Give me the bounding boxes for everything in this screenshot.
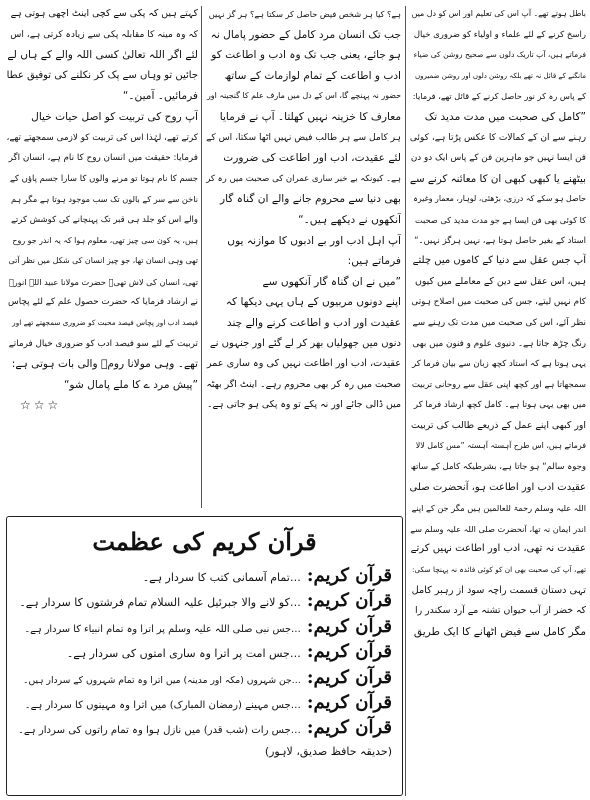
quran-fact-row: [17, 717, 392, 742]
right-column-line: مانگنے کے قائل نہ تھے بلکہ روشن دلوں اور روشن ضمیروں: [415, 71, 586, 80]
quran-fact-text: …جس رات (شب قدر) میں نازل ہوا وہ تمام راتوں کی سردار ہے۔: [17, 725, 301, 737]
quran-fact-lead: قرآن کریم:: [306, 641, 392, 663]
right-column-line: کے پاس رہ کر نور حاصل کرنے کے قائل تھے، فرمایا:: [412, 91, 586, 102]
middle-column-line: لئے عقیدت، ادب اور اطاعت کی ضرورت: [223, 152, 401, 165]
left-column-line: آپ روح کی تربیت کو اصل حیات خیال: [31, 110, 198, 123]
box-title: قرآن کریم کی عظمت: [92, 527, 317, 556]
quran-fact-text: …کو لانے والا جبرئیل علیہ السلام تمام فرشتوں کا سردار ہے۔: [19, 596, 301, 610]
right-column-line: یہی ہوتا ہے کہ استاد کچھ زبان سے بیان فرما کر: [412, 359, 586, 370]
right-column-line: ”کامل کی صحبت میں مدت مدید تک: [424, 110, 586, 123]
middle-column-line: ہے۔ کیونکہ بے خبر ساری عمران کی صحبت میں رہ کر: [206, 173, 401, 184]
column-divider-left: [201, 6, 202, 508]
middle-column-line: ہے؟ کیا ہر شخص فیض حاصل کر سکتا ہے؟ ہر گز نہیں: [208, 9, 401, 19]
left-column-line: جسم کا نام ہوتا تو مرنے والوں کا سارا جسم پاؤں کے: [9, 173, 198, 184]
middle-column-line: فرماتے ہیں:: [347, 255, 401, 268]
left-column-line: نے ارشاد فرمایا کہ حضرت حصول علم کے لئے پچاس: [8, 297, 198, 308]
middle-column-line: آنکھوں نے دیکھے ہیں۔“: [298, 213, 401, 226]
middle-column-line: اپنے دونوں مربیوں کے ہاں یہی دیکھا کہ: [225, 296, 401, 309]
quran-fact-row: [17, 667, 392, 692]
right-column-line: میں بھی یہی ہوتا ہے۔ کامل کچھ ارشاد فرما کر: [413, 400, 586, 411]
quran-fact-row: [17, 692, 392, 717]
quran-greatness-box: [6, 516, 403, 796]
quran-fact-lead: قرآن کریم:: [306, 565, 392, 586]
left-column-line: لئے اگر اللہ تعالیٰ کسی اللہ والے کے ہاں لے: [7, 49, 198, 62]
quran-fact-text: …جن شہروں (مکہ اور مدینہ) میں اترا وہ تمام شہروں کے سردار ہیں۔: [23, 674, 301, 686]
middle-column-line: دنوں میں جھولیاں بھر کر لے گئے اور جنہوں نے: [209, 337, 401, 349]
quran-fact-lead: قرآن کریم:: [306, 590, 392, 612]
left-column-line: کہ وہ مینہ کا مقابلہ پکی سے زیادہ کرتی ہے، اس: [10, 29, 198, 40]
quran-fact-lead: قرآن کریم:: [306, 717, 392, 739]
right-column-line: فرماتے ہیں، اس طرح آہستہ آہستہ ”مس کامل لالا: [415, 441, 586, 451]
middle-column-line: عقیدت، ادب اور اطاعت نہیں کی وہ ساری عمر: [206, 358, 401, 370]
left-column-line: فرمائیں۔ آمین۔“: [122, 90, 198, 103]
right-column-line: رنگ چڑھ جاتا ہے۔ دنیوی علوم و فنون میں بھی: [412, 338, 586, 349]
middle-column-line: میں ڈالی جائے اور نہ پکے تو وہ پکی ہو جاتی ہے۔: [207, 399, 401, 411]
left-column-line: تھے۔ وہی مولانا رومؒ والی بات ہوتی ہے:: [11, 358, 198, 371]
right-column-line: رہنے سے ان کے کمالات کا عکس پڑتا ہے، کوئی: [410, 132, 586, 143]
right-column-line: اور کبھی اپنے عمل کے ذریعے طالب کی تربیت: [411, 419, 586, 431]
right-column-line: تہی دستان قسمت راچہ سود از رہبر کامل: [411, 584, 586, 596]
quran-fact-text: …جس نبی صلی اللہ علیہ وسلم پر اترا وہ تمام انبیاء کا سردار ہے۔: [24, 623, 301, 635]
right-column-line: تھے، آپ کی صحبت بھی ان کو کوئی فائدہ نہ پہنچا سکی:: [411, 565, 586, 575]
column-divider-right: [405, 6, 406, 796]
middle-column-line: ”میں نے ان گناہ گار آنکھوں سے: [262, 275, 401, 288]
right-column-line: کہ خضر از آب حیواں تشنہ مے آرد سکندر را: [415, 605, 586, 617]
box-rows: [17, 565, 392, 743]
left-column-line: فیصد ادب اور پچاس فیصد محبت کو ضروری سمجھتے تھے اور: [12, 317, 198, 327]
right-column-line: فن ایسا نہیں جو ماہرین فن کے پاس ایک دو دن: [410, 153, 586, 164]
right-column-line: ہیں، اس عقل سے دین کے معاملے میں کیوں: [414, 275, 586, 287]
quran-fact-row: [17, 590, 392, 615]
middle-column-line: جب تک انسان مرد کامل کے حضور پامال نہ: [210, 28, 401, 41]
quran-fact-row: [17, 641, 392, 666]
left-column-line: جائیں تو وہاں سے پک کر نکلنے کی توفیق عطا: [6, 69, 198, 81]
middle-column-line: ہو جائے، یعنی جب تک وہ ادب و اطاعت کو: [211, 49, 401, 62]
right-column: [410, 4, 586, 796]
right-column-line: کام نہیں لیتے، جس کی صحبت میں اصلاح ہوتی: [411, 297, 586, 308]
right-column-line: سمجھاتا ہے اور کچھ اپنی عقل سے روحانی تربیت: [411, 379, 586, 390]
middle-column-line: آپ اہل ادب اور بے ادبوں کا موازنہ یوں: [227, 234, 401, 247]
middle-column-line: ہر کامل سے ہر طالب فیض نہیں اٹھا سکتا، اس کے: [206, 132, 401, 143]
middle-column-line: حضور نہ پہنچے گا، اس کے دل میں مارف علم کا گنجینہ اور: [207, 91, 401, 101]
quran-fact-row: [17, 565, 392, 590]
left-column-line: تھی، انسان کی لاش تھی۔ حضرت مولانا عبید اللہ انورؒ: [8, 276, 198, 287]
right-column-line: بیٹھنے یا کبھی کبھی ان کا معائنہ کرنے سے: [410, 172, 586, 185]
left-column-line: کہتے ہیں کہ پکی سے کچی اینٹ اچھی ہوتی ہے: [10, 8, 198, 19]
middle-column: [205, 4, 401, 512]
quran-fact-lead: قرآن کریم:: [306, 666, 392, 688]
box-source-credit: (حدیقہ حافظ صدیق، لاہور): [264, 744, 392, 758]
left-column-line: ہیں، یہ کون سی چیز تھی، معلوم ہوا کہ یہ اندر جو روح: [12, 235, 198, 245]
quran-fact-text: …جس مہینے (رمضان المبارک) میں اترا وہ مہینوں کا سردار ہے۔: [24, 699, 301, 711]
right-column-line: آپ جس عقل سے دنیا کے کاموں میں چلتے: [412, 255, 586, 267]
left-column-line: والے اس کو جلد ہی قبر تک پہنچانے کی کوشش کرتے: [10, 214, 198, 225]
middle-column-line: عقیدت اور ادب و اطاعت کرنے والے چند: [226, 316, 401, 329]
right-column-line: حاصل ہو سکے کہ درزی، بڑھئی، لوہار، معمار وغیرہ: [413, 194, 586, 204]
quran-fact-row: [17, 616, 392, 641]
separator-stars: ☆☆☆: [20, 398, 62, 413]
left-column-line: کرتے تھے، لہٰذا اس کی تربیت کو لازمی سمجھتے تھے،: [6, 132, 198, 143]
right-column-line: عقیدت نہ تھی، ادب اور اطاعت نہیں کرتے: [410, 543, 586, 555]
middle-column-line: ادب و اطاعت کے تمام لوازمات کے ساتھ: [224, 69, 401, 82]
quran-fact-lead: قرآن کریم:: [306, 615, 392, 637]
left-column-line: تھی وہی انسان تھا، جو چیز انسان کی شکل میں نظر آتی: [8, 256, 198, 266]
left-column-line: ”پیش مرد ے کا ملے پامال شو“: [63, 378, 198, 391]
quran-fact-text: …جس امت پر اترا وہ ساری امتوں کی سردار ہے۔: [66, 647, 301, 661]
middle-column-line: صحبت میں رہ کر بھی محروم رہے۔ اینٹ اگر بھٹہ: [206, 378, 401, 390]
left-column-line: ناخن سے سر کے بالوں تک سب موجود ہوتا ہے مگر ہم: [10, 194, 198, 205]
right-column-line: استاد کے بغیر حاصل ہوتا ہے، نہیں ہرگز نہیں۔“: [414, 235, 586, 246]
middle-column-line: بھی دنیا سے محروم جانے والے ان گناہ گار: [219, 193, 401, 206]
quran-fact-lead: قرآن کریم:: [306, 691, 392, 713]
right-column-line: راسخ کرنے کے لئے علماء و اولیاء کو ضروری خیال: [413, 29, 586, 40]
right-column-line: مگر کامل سے فیض اٹھانے کا ایک طریق: [413, 625, 586, 638]
right-column-line: اندر ایمان نہ تھا، آنحضرت صلی اللہ علیہ وسلم سے: [410, 523, 586, 534]
right-column-line: فرماتے ہیں، آپ تاریک دلوں سے صحیح روشن کی ضیاء: [413, 50, 586, 60]
left-column-line: تربیت کے لئے سو فیصد ادب کو ضروری خیال فرماتے: [8, 338, 198, 349]
right-column-line: نظر آئے، اس کی صحبت میں مدت تک رہنے سے: [412, 317, 586, 328]
right-column-line: باطل ہوتے تھے۔ آپ اس کی تعلیم اور اس کو دل میں: [411, 9, 586, 18]
right-column-line: اللہ علیہ وسلم رحمۃ للعالمین ہیں مگر جن کے اپنے: [411, 503, 586, 514]
middle-column-line: معارف کا خزینہ نہیں کھلتا۔ آپ نے فرمایا: [219, 110, 401, 123]
quran-fact-text: …تمام آسمانی کتب کا سردار ہے۔: [142, 571, 301, 584]
right-column-line: عقیدت ادب اور اطاعت ہو، آنحضرت صلی: [410, 481, 586, 493]
right-column-line: کا کوئی بھی فن ایسا ہے جو مدت مدید کی صحبت: [414, 214, 586, 225]
left-column-line: فرمایا: حقیقت میں انسان روح کا نام ہے، انسان اگر: [8, 153, 198, 164]
right-column-line: وجوہ سالم“ ہو جاتا ہے، بشرطیکہ کامل کے ساتھ: [410, 462, 586, 473]
left-column: [6, 4, 198, 512]
